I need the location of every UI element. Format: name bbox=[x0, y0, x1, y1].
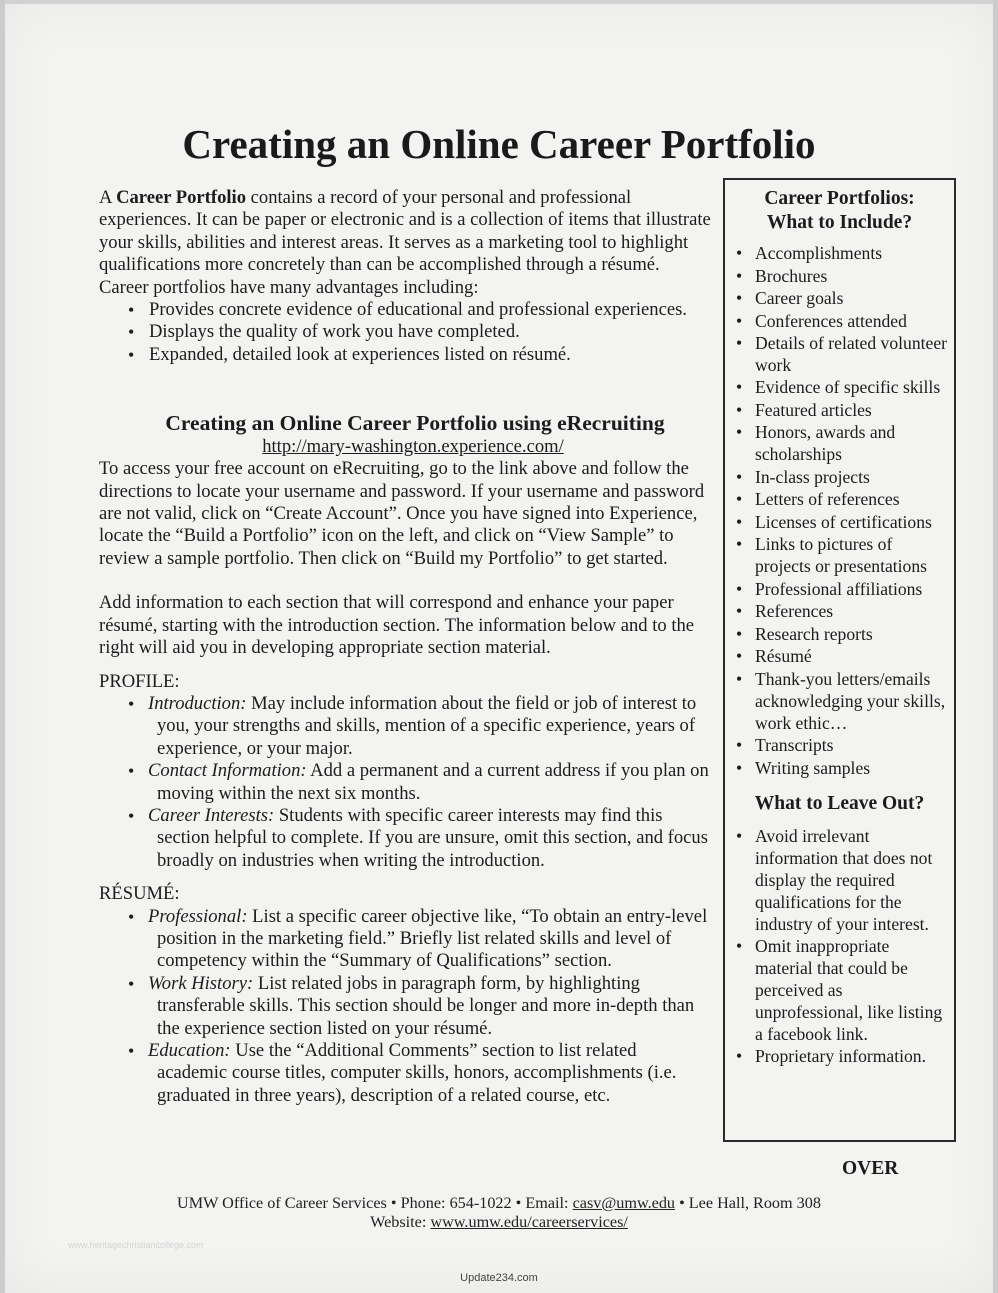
include-item: • In-class projects bbox=[725, 467, 954, 489]
include-heading: Career Portfolios: What to Include? bbox=[764, 188, 915, 233]
intro-paragraph: A Career Portfolio contains a record of your personal and professional experiences. It can be paper or electronic and is a collection of items that illustrate your skills, abilities and interest areas. It serves as a marketing tool to highlight qualifications more concretely than can be accomplished through a résumé. Career portfolios have many advantages including: bbox=[99, 187, 711, 298]
profile-item: • Contact Information: Add a permanent and a current address if you plan on moving within the next six months. bbox=[99, 760, 711, 805]
profile-list bbox=[99, 693, 711, 872]
erecruiting-instructions: To access your free account on eRecruiting, go to the link above and follow the directions to locate your username and password. If your username and password are not valid, click on “Create Account”. Once you have signed into Experience, locate the “Build a Portfolio” icon on the left, and click on “View Sample” to review a sample portfolio. Then click on “Build my Portfolio” to get started. bbox=[99, 458, 705, 569]
leave-out-heading: What to Leave Out? bbox=[754, 793, 925, 815]
advantage-item: • Provides concrete evidence of educational and professional experiences. bbox=[99, 299, 711, 321]
include-item: • Accomplishments bbox=[725, 243, 954, 265]
watermark-text: www.heritagechristiancollege.com bbox=[68, 1240, 204, 1250]
advantage-item: • Displays the quality of work you have completed. bbox=[99, 321, 711, 343]
advantage-item: • Expanded, detailed look at experiences listed on résumé. bbox=[99, 344, 711, 366]
leave-out-item: • Avoid irrelevant information that does not display the required qualifications for the industry of your interest. bbox=[725, 826, 954, 936]
include-list bbox=[725, 243, 954, 779]
profile-item: • Career Interests: Students with specific career interests may find this section helpful to complete. If you are unsure, omit this section, and focus broadly on industries when writing the introduction. bbox=[99, 805, 711, 872]
profile-item: • Introduction: May include information about the field or job of interest to you, your strengths and skills, mention of a specific experience, years of experience, or your major. bbox=[99, 693, 711, 760]
include-item: • Details of related volunteer work bbox=[725, 333, 954, 377]
email-link[interactable]: casv@umw.edu bbox=[572, 1194, 676, 1212]
over-marker: OVER bbox=[842, 1158, 899, 1179]
page-edge-right bbox=[993, 0, 998, 1293]
include-item: • Licenses of certifications bbox=[725, 512, 954, 534]
leave-out-item: • Omit inappropriate material that could be perceived as unprofessional, like listing a facebook link. bbox=[725, 936, 954, 1046]
include-item: • Career goals bbox=[725, 288, 954, 310]
footer bbox=[0, 1194, 998, 1232]
footer-website-line: Website: www.umw.edu/careerservices/ bbox=[370, 1213, 628, 1231]
page-title: Creating an Online Career Portfolio bbox=[182, 121, 816, 167]
resume-label: RÉSUMÉ: bbox=[99, 883, 180, 905]
include-item: • Résumé bbox=[725, 646, 954, 668]
include-item: • Letters of references bbox=[725, 489, 954, 511]
include-item: • References bbox=[725, 601, 954, 623]
include-item: • Conferences attended bbox=[725, 311, 954, 333]
advantages-list bbox=[99, 299, 711, 366]
include-item: • Research reports bbox=[725, 624, 954, 646]
image-credit: Update234.com bbox=[460, 1272, 538, 1284]
include-item: • Honors, awards and scholarships bbox=[725, 422, 954, 466]
include-item: • Writing samples bbox=[725, 758, 954, 780]
leave-out-item: • Proprietary information. bbox=[725, 1046, 954, 1068]
leave-out-list bbox=[725, 826, 954, 1068]
resume-item: • Education: Use the “Additional Comments” section to list related academic course titles, computer skills, honors, accomplishments (i.e. graduated in three years), description of a related course, etc. bbox=[99, 1040, 711, 1107]
resume-item: • Work History: List related jobs in paragraph form, by highlighting transferable skills. This section should be longer and more in-depth than the experience section listed on your résumé. bbox=[99, 973, 711, 1040]
page-edge-left bbox=[0, 0, 5, 1293]
include-item: • Transcripts bbox=[725, 735, 954, 757]
website-link[interactable]: www.umw.edu/careerservices/ bbox=[430, 1213, 628, 1231]
main-column bbox=[99, 187, 711, 1107]
resume-item: • Professional: List a specific career objective like, “To obtain an entry-level position in the marketing field.” Briefly list related skills and level of competency within the “Summary of Qualifications” section. bbox=[99, 906, 711, 973]
include-item: • Evidence of specific skills bbox=[725, 377, 954, 399]
footer-contact-line: UMW Office of Career Services • Phone: 654-1022 • Email: casv@umw.edu • Lee Hall, Room 308 bbox=[177, 1194, 821, 1212]
include-item: • Links to pictures of projects or presentations bbox=[725, 534, 954, 578]
include-item: • Thank-you letters/emails acknowledging your skills, work ethic… bbox=[725, 669, 954, 735]
include-item: • Professional affiliations bbox=[725, 579, 954, 601]
career-portfolio-term: Career Portfolio bbox=[116, 187, 246, 208]
profile-label: PROFILE: bbox=[99, 670, 180, 692]
erecruiting-link[interactable]: http://mary-washington.experience.com/ bbox=[262, 436, 564, 458]
what-to-include-sidebar bbox=[723, 178, 956, 1142]
include-item: • Brochures bbox=[725, 266, 954, 288]
page-edge-top bbox=[0, 0, 998, 4]
include-item: • Featured articles bbox=[725, 400, 954, 422]
erecruiting-heading: Creating an Online Career Portfolio using eRecruiting bbox=[165, 411, 665, 436]
section-guidance-paragraph: Add information to each section that will correspond and enhance your paper résumé, starting with the introduction section. The information below and to the right will aid you in developing appropriate section material. bbox=[99, 592, 695, 659]
resume-list bbox=[99, 906, 711, 1108]
